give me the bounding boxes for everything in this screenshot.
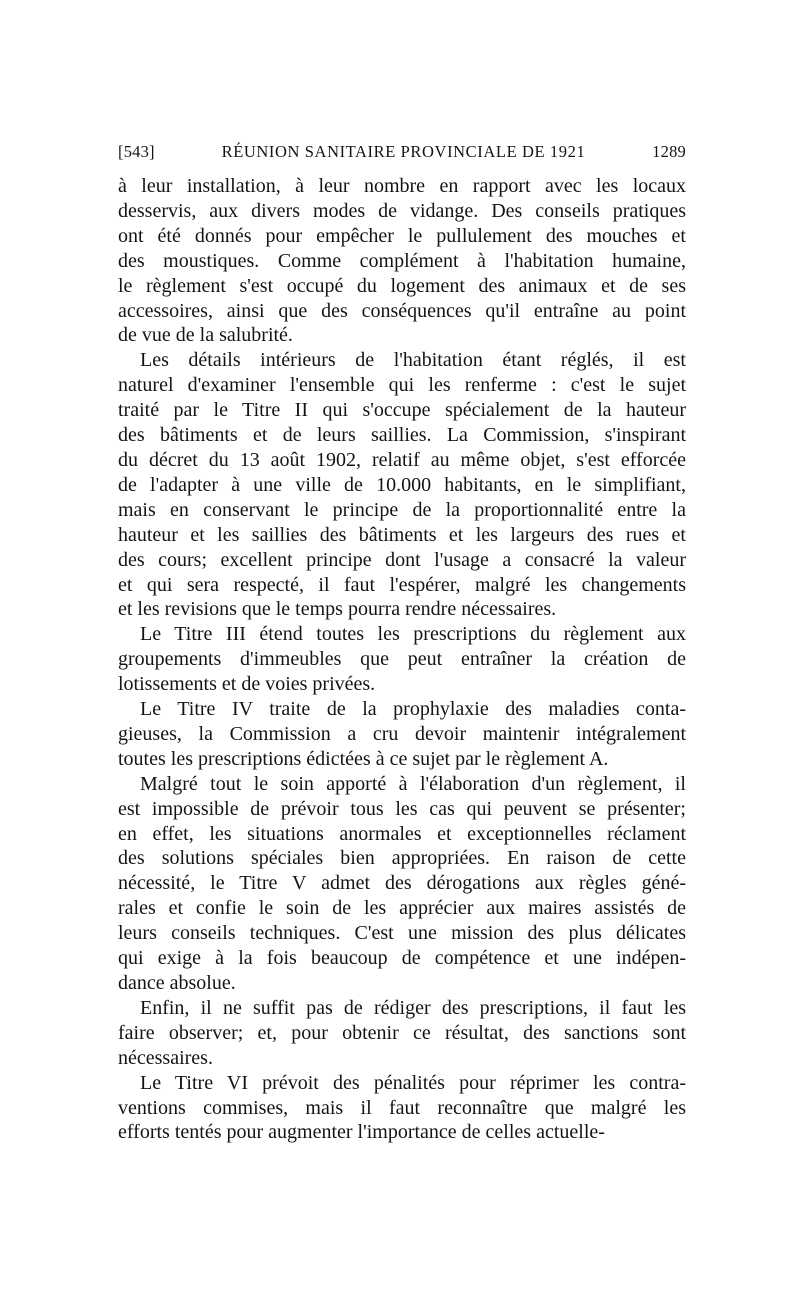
paragraph — [118, 348, 686, 622]
text-line: Enfin, il ne suffit pas de rédiger des prescriptions, il faut les — [140, 996, 686, 1019]
document-page — [118, 142, 686, 1145]
text-line: des solutions spéciales bien appropriées. En raison de cette — [118, 847, 686, 870]
text-line: gieuses, la Commission a cru devoir maintenir intégralement — [118, 722, 686, 745]
paragraph — [118, 772, 686, 996]
text-line: en effet, les situations anormales et exceptionnelles réclament — [118, 822, 686, 845]
text-line: traité par le Titre II qui s'occupe spécialement de la hauteur — [118, 399, 686, 422]
paragraph — [118, 1071, 686, 1146]
text-line: à leur installation, à leur nombre en rapport avec les locaux — [118, 175, 686, 197]
text-line: Malgré tout le soin apporté à l'élaboration d'un règlement, il — [140, 772, 686, 795]
paragraph — [118, 622, 686, 697]
text-line: des moustiques. Comme complément à l'habitation humaine, — [118, 249, 686, 272]
text-line: lotissements et de voies privées. — [118, 673, 376, 696]
text-line: efforts tentés pour augmenter l'importance de celles actuelle- — [118, 1121, 605, 1144]
header-ref: [543] — [118, 142, 155, 161]
text-line: Le Titre III étend toutes les prescriptions du règlement aux — [140, 623, 686, 646]
text-line: nécessaires. — [118, 1046, 213, 1069]
header-title: RÉUNION SANITAIRE PROVINCIALE DE 1921 — [221, 142, 586, 161]
text-line: desservis, aux divers modes de vidange. Des conseils pratiques — [118, 199, 686, 222]
text-line: leurs conseils techniques. C'est une mission des plus délicates — [118, 922, 686, 945]
text-line: ont été donnés pour empêcher le pullulement des mouches et — [118, 224, 686, 247]
text-line: rales et confie le soin de les apprécier aux maires assistés de — [118, 897, 686, 920]
text-line: toutes les prescriptions édictées à ce sujet par le règlement A. — [118, 747, 609, 770]
text-line: ventions commises, mais il faut reconnaître que malgré les — [118, 1096, 686, 1119]
text-line: de l'adapter à une ville de 10.000 habitants, en le simplifiant, — [118, 473, 686, 496]
text-line: du décret du 13 août 1902, relatif au même objet, s'est efforcée — [118, 448, 686, 471]
text-line: accessoires, ainsi que des conséquences qu'il entraîne au point — [118, 299, 686, 322]
text-line: est impossible de prévoir tous les cas qui peuvent se présenter; — [118, 797, 686, 820]
text-line: Le Titre IV traite de la prophylaxie des maladies conta- — [140, 698, 686, 721]
text-line: qui exige à la fois beaucoup de compétence et une indépen- — [118, 947, 686, 970]
text-line: nécessité, le Titre V admet des dérogations aux règles géné- — [118, 872, 686, 895]
text-line: des bâtiments et de leurs saillies. La Commission, s'inspirant — [118, 424, 686, 447]
text-line: naturel d'examiner l'ensemble qui les renferme : c'est le sujet — [118, 374, 686, 397]
text-line: Le Titre VI prévoit des pénalités pour réprimer les contra- — [140, 1071, 686, 1094]
body-text — [118, 174, 686, 1145]
running-header — [118, 142, 686, 170]
page-number: 1289 — [652, 142, 686, 161]
text-line: groupements d'immeubles que peut entraîner la création de — [118, 648, 686, 671]
paragraph — [118, 697, 686, 772]
text-line: le règlement s'est occupé du logement des animaux et de ses — [118, 274, 686, 297]
text-line: Les détails intérieurs de l'habitation étant réglés, il est — [140, 349, 686, 372]
text-line: des cours; excellent principe dont l'usage a consacré la valeur — [118, 548, 686, 571]
text-line: et qui sera respecté, il faut l'espérer, malgré les changements — [118, 573, 686, 596]
text-line: dance absolue. — [118, 972, 236, 994]
text-line: hauteur et les saillies des bâtiments et les largeurs des rues et — [118, 523, 686, 546]
paragraph — [118, 174, 686, 348]
text-line: mais en conservant le principe de la proportionnalité entre la — [118, 498, 686, 521]
text-line: et les revisions que le temps pourra rendre nécessaires. — [118, 598, 557, 621]
paragraph — [118, 996, 686, 1071]
text-line: faire observer; et, pour obtenir ce résultat, des sanctions sont — [118, 1021, 686, 1044]
text-line: de vue de la salubrité. — [118, 324, 293, 347]
